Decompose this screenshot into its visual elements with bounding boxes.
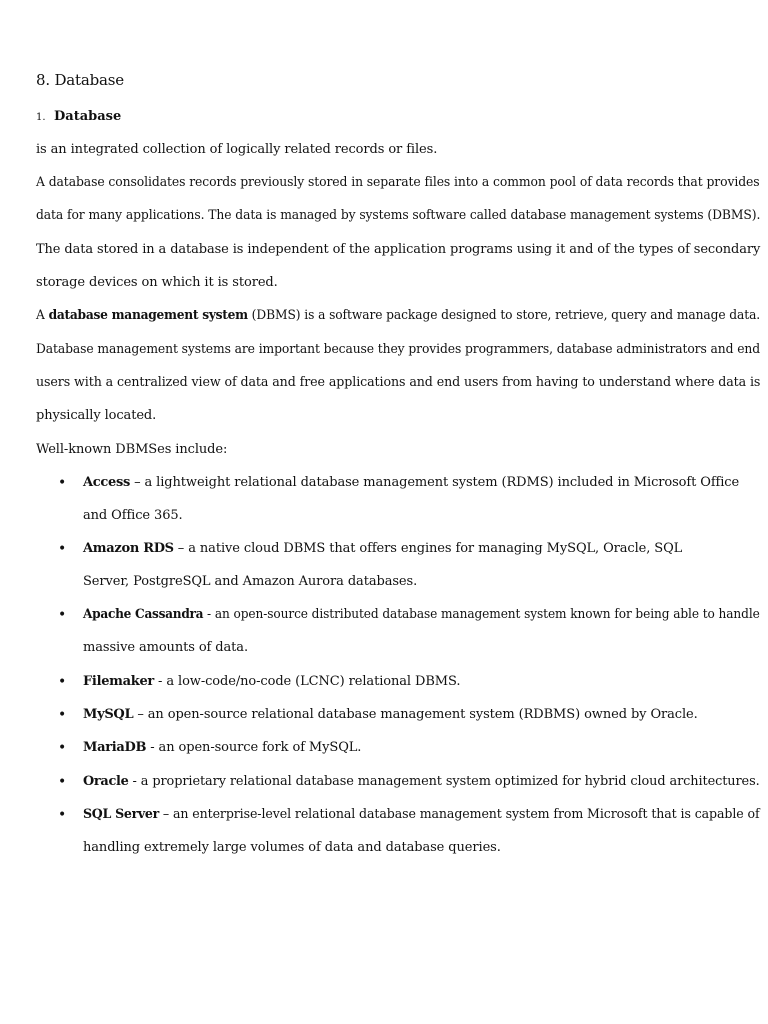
list-item-line — [83, 473, 739, 493]
subheading — [36, 107, 121, 128]
list-item-desc: - a low-code/no-code (LCNC) relational DBMS. — [153, 674, 461, 689]
bullet-icon: • — [58, 774, 67, 790]
list-item-line — [83, 805, 760, 825]
list-item-name: Amazon RDS — [83, 541, 174, 556]
list-item-name: MySQL — [83, 707, 134, 722]
bullet-icon: • — [58, 475, 67, 491]
paragraph1-line: is an integrated collection of logically related records or files. — [36, 142, 438, 157]
list-item-name: MariaDB — [83, 740, 147, 755]
list-item-desc: - an open-source distributed database management system known for being able to handle — [203, 607, 760, 622]
bullet-icon: • — [58, 607, 67, 623]
bullet-icon: • — [58, 807, 67, 823]
list-item-desc: – an open-source relational database management system (RDBMS) owned by Oracle. — [133, 707, 698, 722]
bullet-icon: • — [58, 707, 67, 723]
list-item-name: Oracle — [83, 774, 129, 789]
dbms-term: database management system — [48, 308, 248, 323]
list-item-desc: - an open-source fork of MySQL. — [146, 740, 362, 755]
section-title: 8. Database — [36, 71, 124, 89]
paragraph1-line: The data stored in a database is independent of the application programs using it and of the types of secondary — [36, 242, 761, 257]
paragraph2-line: Database management systems are important because they provides programmers, database administrators and end — [36, 342, 761, 357]
list-item-desc: – an enterprise-level relational database management system from Microsoft that is capable of — [158, 807, 760, 822]
subheading-number: 1. — [36, 112, 46, 123]
list-item-desc: – a native cloud DBMS that offers engines for managing MySQL, Oracle, SQL — [173, 541, 683, 556]
paragraph1-line: storage devices on which it is stored. — [36, 275, 278, 290]
list-item-line — [83, 672, 460, 692]
paragraph2-line: physically located. — [36, 408, 157, 423]
list-item-line2: handling extremely large volumes of data and database queries. — [83, 840, 501, 855]
paragraph2-line — [36, 306, 760, 326]
list-item-line2: massive amounts of data. — [83, 640, 248, 655]
list-item-line — [83, 772, 760, 792]
list-item-line — [83, 605, 760, 625]
list-item-line — [83, 539, 682, 559]
list-item-line2: and Office 365. — [83, 508, 183, 523]
list-item-name: Apache Cassandra — [83, 607, 204, 622]
paragraph2-prefix: A — [36, 308, 49, 323]
subheading-term: Database — [54, 109, 122, 124]
paragraph2-line1-rest: (DBMS) is a software package designed to store, retrieve, query and manage data. — [247, 308, 761, 323]
list-item-name: Filemaker — [83, 674, 154, 689]
bullet-icon: • — [58, 740, 67, 756]
bullet-icon: • — [58, 541, 67, 557]
list-item-desc: - a proprietary relational database management system optimized for hybrid cloud architectures. — [128, 774, 760, 789]
list-item-line2: Server, PostgreSQL and Amazon Aurora databases. — [83, 574, 418, 589]
list-item-name: SQL Server — [83, 807, 159, 822]
bullet-icon: • — [58, 674, 67, 690]
paragraph2-line: users with a centralized view of data and free applications and end users from having to understand where data is — [36, 375, 761, 390]
paragraph1-line: data for many applications. The data is managed by systems software called database management systems (DBMS). — [36, 208, 761, 223]
list-item-line — [83, 705, 698, 725]
list-item-desc: – a lightweight relational database management system (RDMS) included in Microsoft Office — [130, 475, 740, 490]
list-item-line — [83, 738, 361, 758]
list-intro: Well-known DBMSes include: — [36, 442, 228, 457]
paragraph1-line: A database consolidates records previously stored in separate files into a common pool of data records that provides — [36, 175, 760, 190]
list-item-name: Access — [83, 475, 131, 490]
